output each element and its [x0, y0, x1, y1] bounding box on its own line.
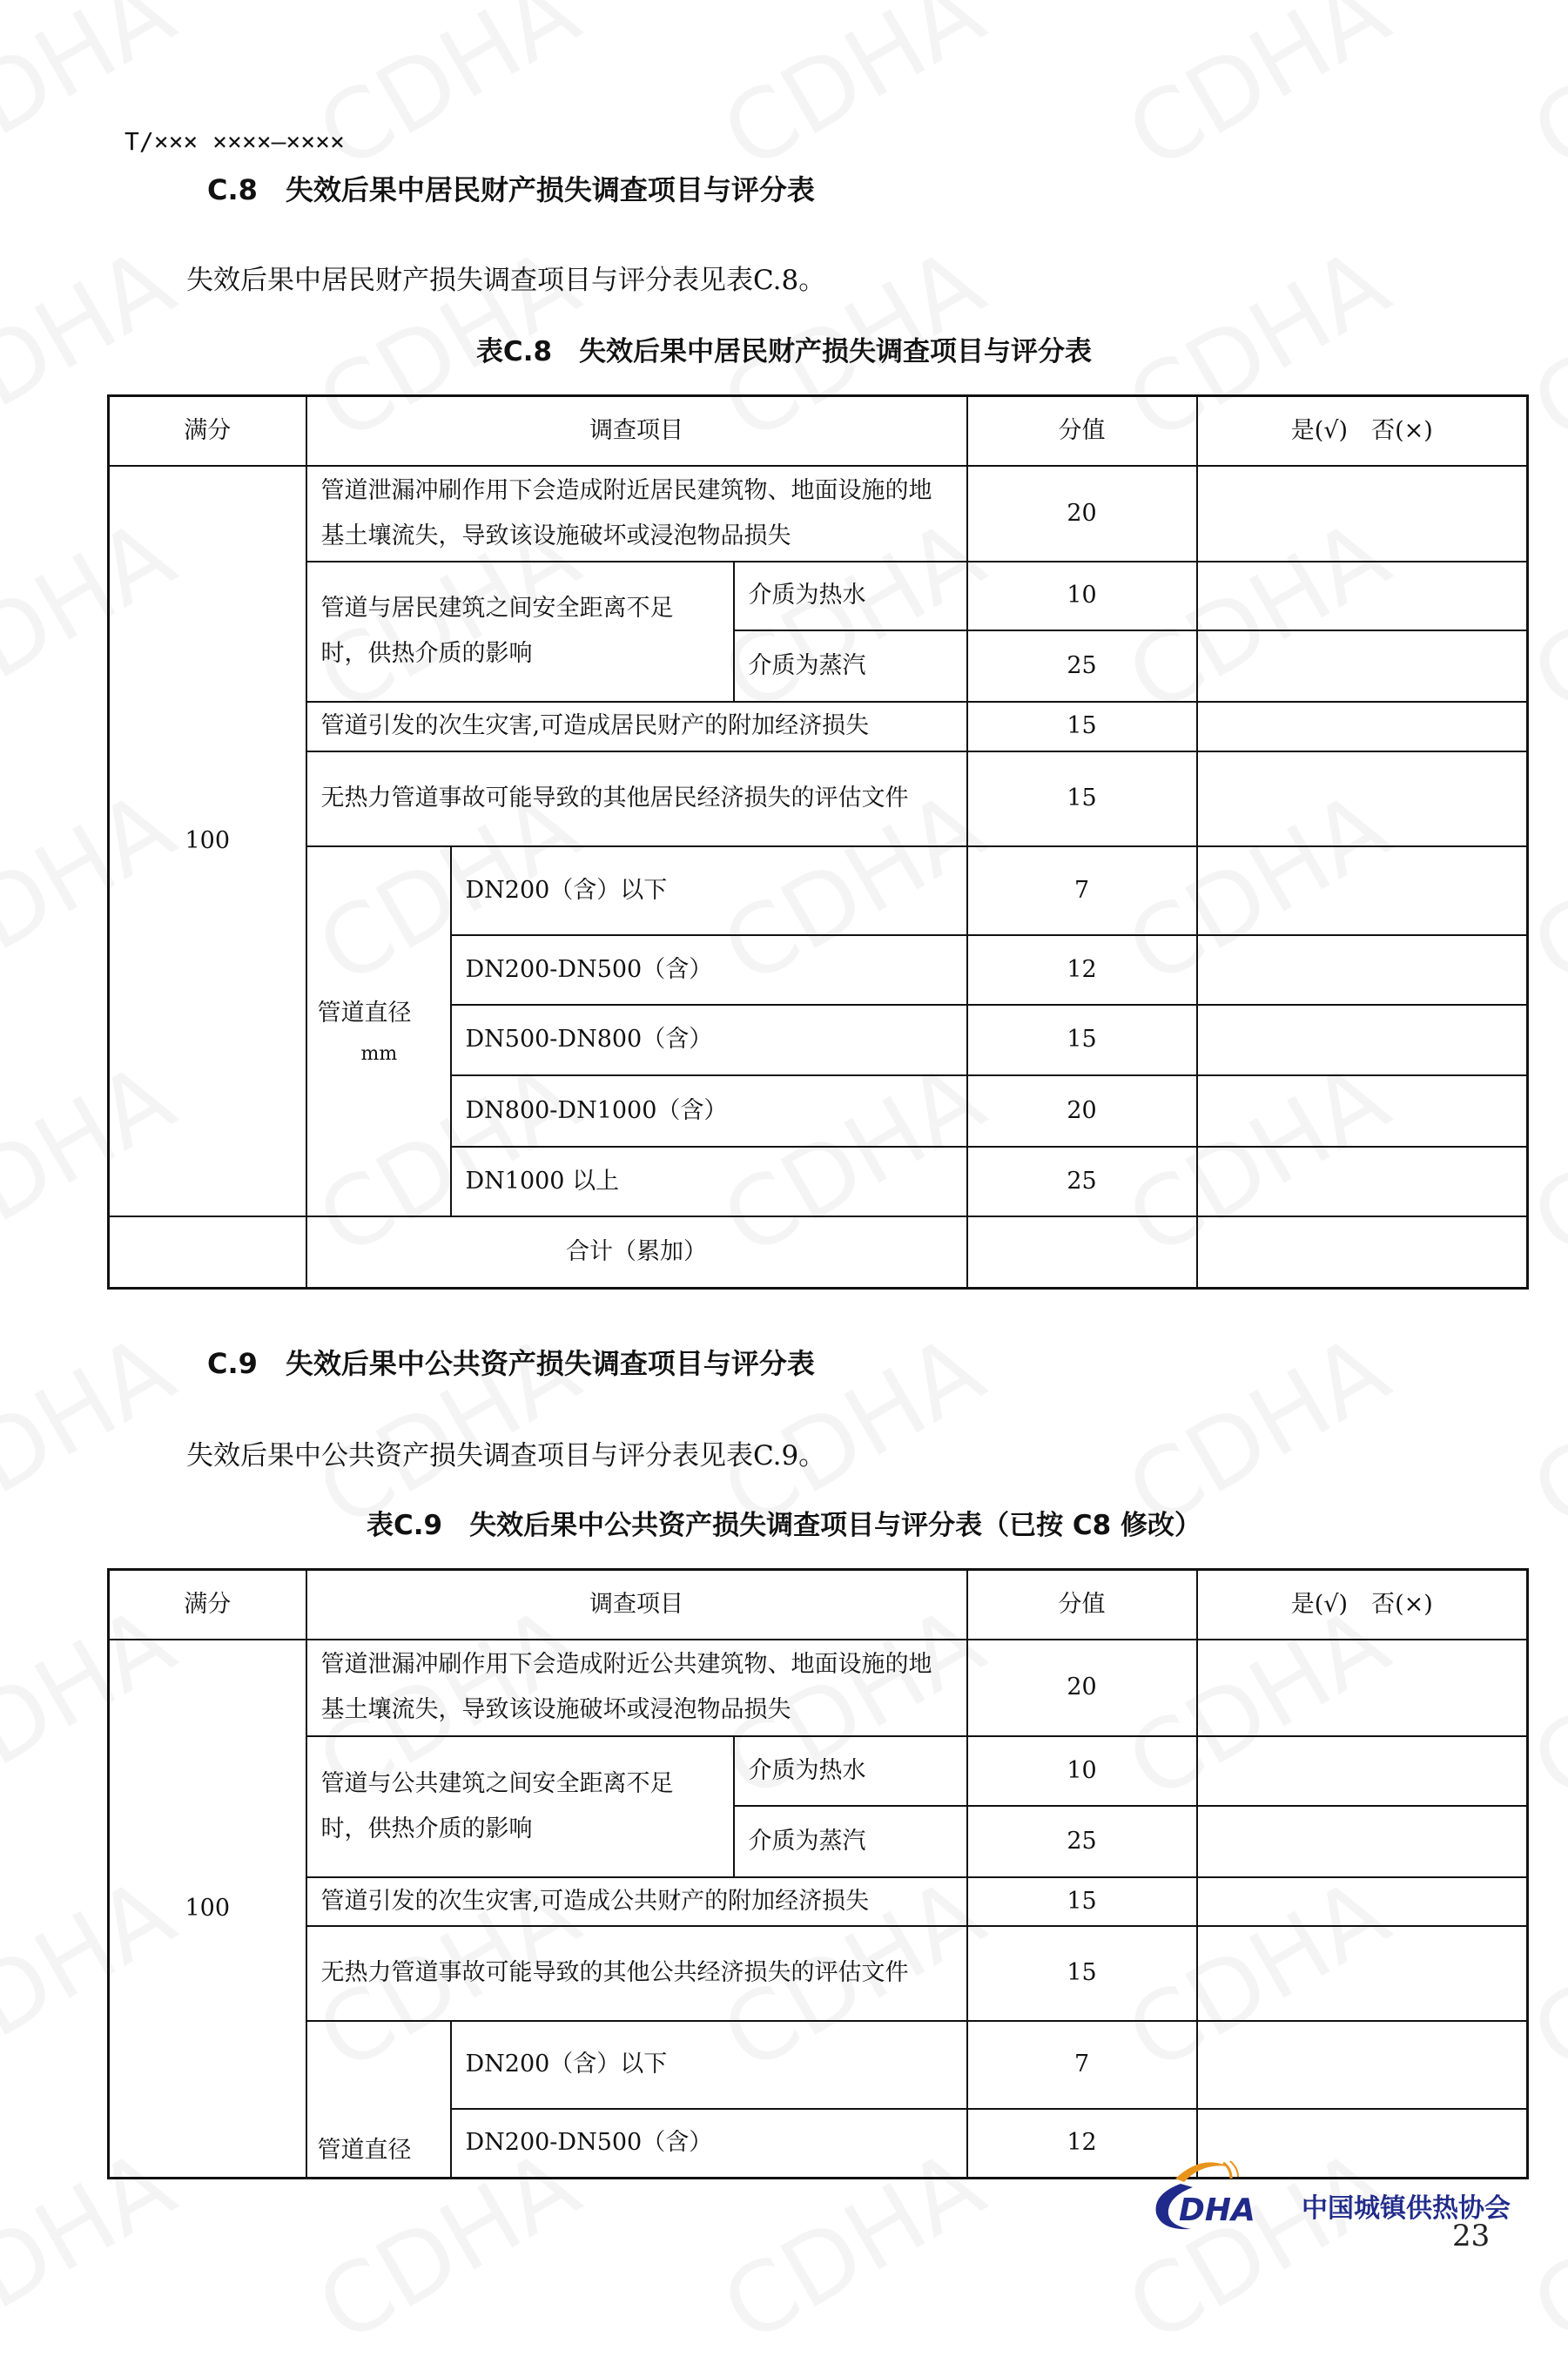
- score-value: 12: [967, 2109, 1197, 2179]
- empty-cell: [109, 1216, 306, 1289]
- check-cell[interactable]: [1197, 1806, 1528, 1877]
- check-cell[interactable]: [1197, 466, 1528, 562]
- item-text: 无热力管道事故可能导致的其他公共经济损失的评估文件: [306, 1926, 967, 2021]
- score-value: 15: [967, 1877, 1197, 1926]
- sub-item-text: 介质为热水: [734, 1736, 967, 1806]
- score-value: 12: [967, 935, 1197, 1005]
- page-number: 23: [1452, 2219, 1491, 2253]
- table-c9: [107, 1568, 1529, 2179]
- item-text: 管道引发的次生灾害,可造成公共财产的附加经济损失: [306, 1877, 967, 1926]
- check-cell[interactable]: [1197, 2021, 1528, 2109]
- sub-item-text: DN200（含）以下: [451, 2021, 967, 2109]
- sub-item-text: 介质为蒸汽: [734, 1806, 967, 1877]
- sub-item-text: DN1000 以上: [451, 1147, 967, 1216]
- check-cell[interactable]: [1197, 702, 1528, 751]
- sub-item-text: 介质为蒸汽: [734, 630, 967, 702]
- watermark-text: [704, 0, 1001, 191]
- header-score: 分值: [967, 1570, 1197, 1640]
- sub-item-text: 介质为热水: [734, 562, 967, 630]
- item-text: 管道泄漏冲刷作用下会造成附近公共建筑物、地面设施的地基土壤流失，导致该设施破坏或浸泡物品损失: [306, 1640, 967, 1736]
- section-heading-c8: C.8 失效后果中居民财产损失调查项目与评分表: [207, 173, 815, 206]
- header-full-score: 满分: [109, 1570, 306, 1640]
- header-yes-no: 是(√) 否(×): [1197, 396, 1528, 466]
- pipe-diameter-group: [306, 2021, 451, 2179]
- check-cell[interactable]: [1197, 562, 1528, 630]
- item-text: 管道泄漏冲刷作用下会造成附近居民建筑物、地面设施的地基土壤流失，导致该设施破坏或浸泡物品损失: [306, 466, 967, 562]
- table-caption-c9: 表C.9 失效后果中公共资产损失调查项目与评分表（已按 C8 修改）: [367, 1510, 1201, 1541]
- check-cell[interactable]: [1197, 1005, 1528, 1075]
- check-cell[interactable]: [1197, 846, 1528, 935]
- score-value: 15: [967, 702, 1197, 751]
- table-c8: [107, 394, 1529, 1290]
- check-cell[interactable]: [1197, 1736, 1528, 1806]
- score-value: 7: [967, 2021, 1197, 2109]
- section-heading-c9: C.9 失效后果中公共资产损失调查项目与评分表: [207, 1347, 815, 1380]
- group-text: 管道与居民建筑之间安全距离不足时，供热介质的影响: [306, 562, 734, 702]
- document-code: T/××× ××××—××××: [124, 127, 345, 156]
- score-value: 15: [967, 1005, 1197, 1075]
- header-yes-no: 是(√) 否(×): [1197, 1570, 1528, 1640]
- sub-item-text: DN500-DN800（含）: [451, 1005, 967, 1075]
- header-score: 分值: [967, 396, 1197, 466]
- score-value: 10: [967, 1736, 1197, 1806]
- logo-swoosh-icon: [1175, 2162, 1228, 2182]
- score-value: 25: [967, 1806, 1197, 1877]
- pipe-diameter-group: [306, 846, 451, 1216]
- header-item: 调查项目: [306, 1570, 967, 1640]
- header-item: 调查项目: [306, 396, 967, 466]
- check-cell[interactable]: [1197, 1640, 1528, 1736]
- full-score-value: 100: [109, 466, 306, 1216]
- full-score-value: 100: [109, 1640, 306, 2179]
- watermark-text: [0, 0, 192, 191]
- watermark-text: [299, 0, 596, 191]
- sub-item-text: DN200-DN500（含）: [451, 935, 967, 1005]
- check-cell[interactable]: [1197, 1147, 1528, 1216]
- section-paragraph-c9: 失效后果中公共资产损失调查项目与评分表见表C.9。: [186, 1440, 826, 1472]
- group-text: 管道与公共建筑之间安全距离不足时，供热介质的影响: [306, 1736, 734, 1877]
- check-cell[interactable]: [1197, 751, 1528, 846]
- check-cell[interactable]: [1197, 630, 1528, 702]
- sub-item-text: DN800-DN1000（含）: [451, 1075, 967, 1147]
- org-name: 中国城镇供热协会: [1302, 2193, 1511, 2224]
- check-cell[interactable]: [1197, 935, 1528, 1005]
- section-paragraph-c8: 失效后果中居民财产损失调查项目与评分表见表C.8。: [186, 265, 826, 296]
- watermark-text: [1109, 0, 1406, 191]
- score-value: 7: [967, 846, 1197, 935]
- header-full-score: 满分: [109, 396, 306, 466]
- item-text: 管道引发的次生灾害,可造成居民财产的附加经济损失: [306, 702, 967, 751]
- score-value: 10: [967, 562, 1197, 630]
- score-value: 20: [967, 466, 1197, 562]
- sub-item-text: DN200-DN500（含）: [451, 2109, 967, 2179]
- check-cell[interactable]: [1197, 1877, 1528, 1926]
- score-value: 15: [967, 1926, 1197, 2021]
- group-text: 管道直径: [317, 1000, 412, 1027]
- watermark-text: [1514, 0, 1568, 191]
- score-value: 25: [967, 1147, 1197, 1216]
- group-text: 管道直径: [317, 2137, 412, 2164]
- total-score-cell[interactable]: [967, 1216, 1197, 1289]
- score-value: 15: [967, 751, 1197, 846]
- score-value: 20: [967, 1640, 1197, 1736]
- check-cell[interactable]: [1197, 1075, 1528, 1147]
- check-cell[interactable]: [1197, 1926, 1528, 2021]
- score-value: 20: [967, 1075, 1197, 1147]
- total-label: 合计（累加）: [306, 1216, 967, 1289]
- sub-item-text: DN200（含）以下: [451, 846, 967, 935]
- check-cell[interactable]: [1197, 1216, 1528, 1289]
- score-value: 25: [967, 630, 1197, 702]
- table-caption-c8: 表C.8 失效后果中居民财产损失调查项目与评分表: [475, 336, 1093, 367]
- unit-text: mm: [360, 1043, 398, 1065]
- item-text: 无热力管道事故可能导致的其他居民经济损失的评估文件: [306, 751, 967, 846]
- svg-text:DHA: DHA: [1179, 2192, 1255, 2228]
